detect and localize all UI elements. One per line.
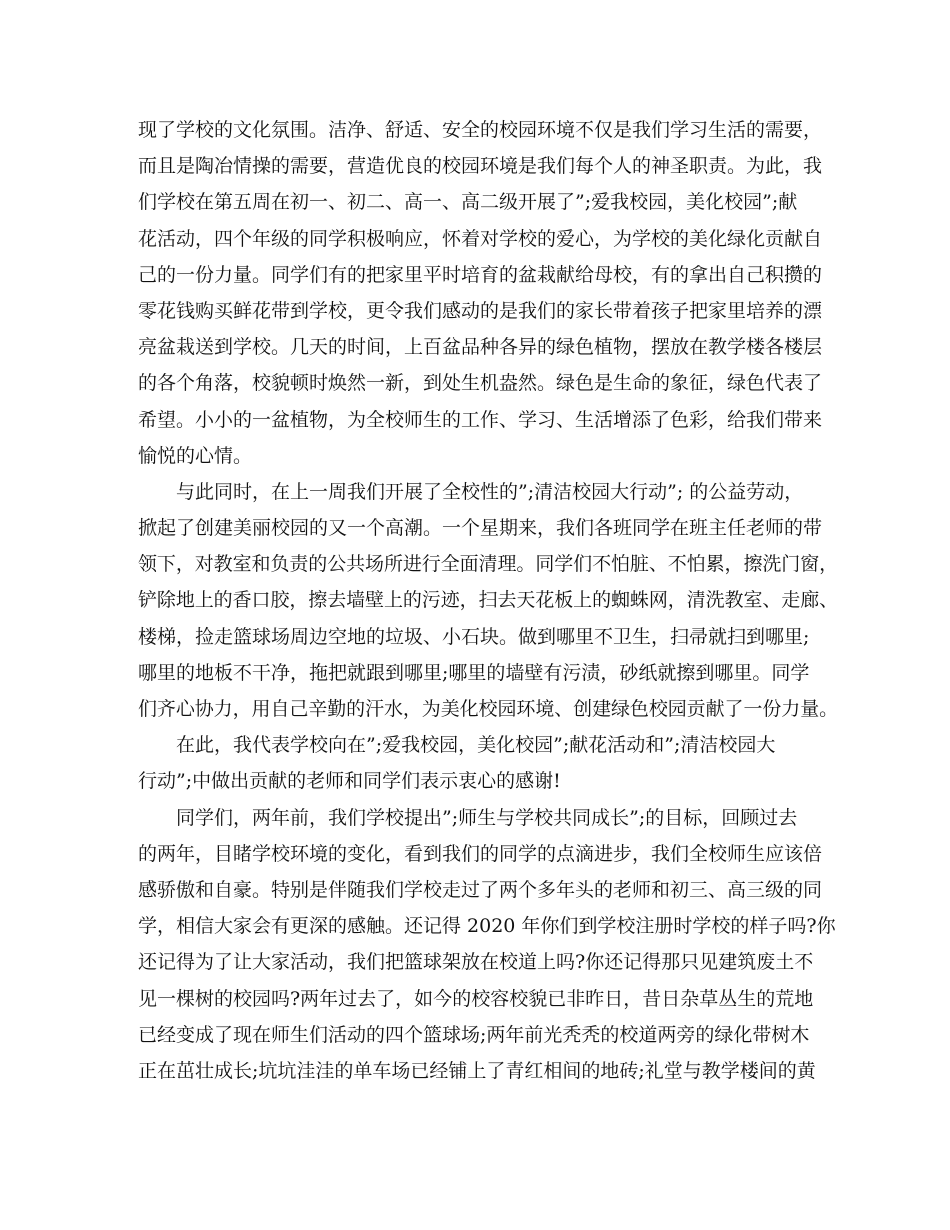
paragraph-first-line: 在此，我代表学校向在”;爱我校园，美化校园”;献花活动和”;清洁校园大 (176, 734, 776, 757)
text-line: 已经变成了现在师生们活动的四个篮球场;两年前光秃秃的校道两旁的绿化带树木 (138, 1023, 810, 1046)
text-line: 现了学校的文化氛围。洁净、舒适、安全的校园环境不仅是我们学习生活的需要， (138, 119, 823, 141)
text-line: 掀起了创建美丽校园的又一个高潮。一个星期来，我们各班同学在班主任老师的带 (138, 517, 823, 540)
text-line: 亮盆栽送到学校。几天的时间，上百盆品种各异的绿色植物，摆放在教学楼各楼层 (138, 336, 823, 359)
text-line: 哪里的地板不干净，拖把就跟到哪里;哪里的墙壁有污渍，砂纸就擦到哪里。同学 (138, 661, 810, 684)
text-line: 而且是陶冶情操的需要，营造优良的校园环境是我们每个人的神圣职责。为此，我 (138, 155, 823, 178)
text-line: 学，相信大家会有更深的感触。还记得 2020 年你们到学校注册时学校的样子吗?你 (138, 915, 836, 938)
text-line: 正在茁壮成长;坑坑洼洼的单车场已经铺上了青红相间的地砖;礼堂与教学楼间的黄 (138, 1059, 816, 1082)
text-line: 希望。小小的一盆植物，为全校师生的工作、学习、生活增添了色彩，给我们带来 (138, 408, 823, 431)
text-line: 见一棵树的校园吗?两年过去了，如今的校容校貌已非昨日，昔日杂草丛生的荒地 (138, 987, 814, 1010)
text-line: 感骄傲和自豪。特别是伴随我们学校走过了两个多年头的老师和初三、高三级的同 (138, 878, 823, 901)
text-line: 己的一份力量。同学们有的把家里平时培育的盆栽献给母校，有的拿出自己积攒的 (138, 263, 823, 286)
text-line: 楼梯，捡走篮球场周边空地的垃圾、小石块。做到哪里不卫生，扫帚就扫到哪里; (138, 625, 810, 648)
paragraph-first-line: 与此同时，在上一周我们开展了全校性的”;清洁校园大行动”; 的公益劳动， (176, 480, 804, 503)
text-line: 花活动，四个年级的同学积极响应，怀着对学校的爱心，为学校的美化绿化贡献自 (138, 227, 823, 250)
text-line: 还记得为了让大家活动，我们把篮球架放在校道上吗?你还记得那只见建筑废土不 (138, 951, 814, 974)
text-line: 行动”;中做出贡献的老师和同学们表示衷心的感谢! (138, 770, 561, 793)
paragraph-first-line: 同学们，两年前，我们学校提出”;师生与学校共同成长”;的目标，回顾过去 (176, 806, 798, 829)
document-body (138, 112, 838, 1089)
text-line: 愉悦的心情。 (138, 444, 253, 467)
text-line: 的两年，目睹学校环境的变化，看到我们的同学的点滴进步，我们全校师生应该倍 (138, 842, 823, 865)
text-line: 零花钱购买鲜花带到学校，更令我们感动的是我们的家长带着孩子把家里培养的漂 (138, 299, 823, 322)
text-line: 领下，对教室和负责的公共场所进行全面清理。同学们不怕脏、不怕累，擦洗门窗， (138, 553, 839, 576)
text-line: 的各个角落，校貌顿时焕然一新，到处生机盎然。绿色是生命的象征，绿色代表了 (138, 372, 823, 395)
text-line: 铲除地上的香口胶，擦去墙壁上的污迹，扫去天花板上的蜘蛛网，清洗教室、走廊、 (138, 589, 839, 612)
text-line: 们学校在第五周在初一、初二、高一、高二级开展了”;爱我校园，美化校园”;献 (138, 191, 798, 214)
text-line: 们齐心协力，用自己辛勤的汗水，为美化校园环境、创建绿色校园贡献了一份力量。 (138, 698, 839, 720)
